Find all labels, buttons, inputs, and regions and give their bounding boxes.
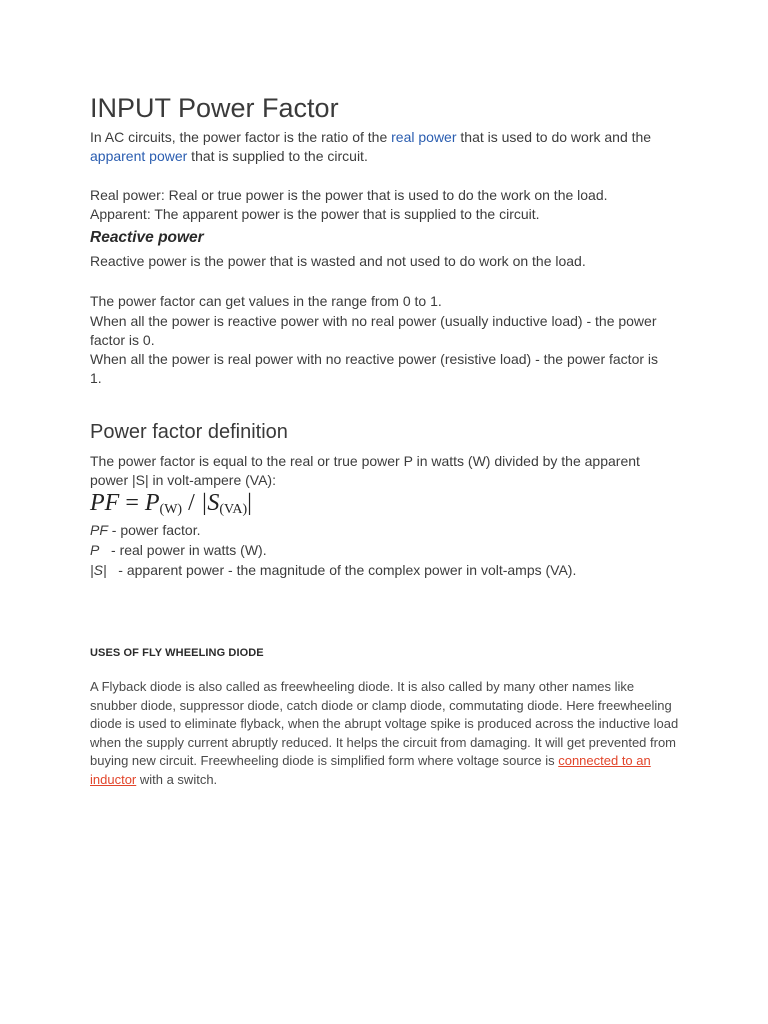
flywheel-diode-heading: USES OF FLY WHEELING DIODE (90, 647, 264, 659)
legend-row-p (90, 541, 267, 559)
page-title: INPUT Power Factor (90, 93, 339, 123)
range-line-1: The power factor can get values in the range from 0 to 1. (90, 293, 442, 309)
formula-p: P (144, 490, 160, 516)
flywheel-text-1: A Flyback diode is also called as freewheeling diode. It is also called by many other names like snubber diode, suppressor diode, catch diode or clamp diode, commutating diode. Here freewheeling diode is used to eliminate flyback, when the abrupt voltage spike is produced across the inductive load when the supply current abruptly reduced. It helps the circuit from damaging. It will get prevented from buying new circuit. Freewheeling diode is simplified form where voltage source is (90, 679, 679, 769)
connected-to-inductor-link[interactable]: connected to an inductor (90, 753, 651, 787)
legend-symbol: |S| (90, 562, 107, 578)
reactive-power-heading: Reactive power (90, 229, 204, 246)
formula-s-sub: (VA) (219, 502, 248, 517)
real-power-definition: Real power: Real or true power is the power that is used to do the work on the load. (90, 187, 608, 203)
legend-desc: - power factor. (107, 522, 201, 538)
legend-desc: - apparent power - the magnitude of the complex power in volt-amps (VA). (106, 562, 577, 578)
intro-paragraph (90, 128, 680, 165)
legend-symbol: P (90, 542, 100, 558)
formula-s: |S (200, 490, 220, 516)
flywheel-text-2: with a switch. (136, 771, 218, 787)
reactive-power-text: Reactive power is the power that is wasted and not used to do work on the load. (90, 253, 586, 269)
formula-equals: = (119, 490, 145, 516)
formula-divide: / (182, 490, 201, 516)
apparent-power-link[interactable]: apparent power (90, 147, 188, 164)
legend-row-s (90, 561, 576, 579)
power-factor-formula (90, 490, 252, 518)
pf-definition-text: The power factor is equal to the real or true power P in watts (W) divided by the apparent power |S| in volt-ampere (VA): (90, 453, 640, 488)
pf-definition-heading: Power factor definition (90, 421, 288, 443)
legend-symbol: PF (90, 522, 108, 538)
range-line-2: When all the power is reactive power with no real power (usually inductive load) - the power factor is 0. (90, 313, 657, 348)
legend-row-pf (90, 521, 200, 539)
formula-s-close: | (247, 490, 252, 516)
legend-desc: - real power in watts (W). (99, 542, 267, 558)
apparent-power-definition: Apparent: The apparent power is the power that is supplied to the circuit. (90, 206, 540, 222)
intro-text-3: that is supplied to the circuit. (187, 147, 368, 164)
intro-text-2: that is used to do work and the (456, 129, 652, 145)
intro-text-1: In AC circuits, the power factor is the ratio of the (90, 129, 392, 145)
formula-lhs: PF (90, 490, 120, 516)
formula-p-sub: (W) (159, 502, 183, 517)
range-line-3: When all the power is real power with no reactive power (resistive load) - the power factor is 1. (90, 351, 659, 386)
real-power-link[interactable]: real power (391, 129, 457, 145)
flywheel-paragraph (90, 678, 680, 790)
